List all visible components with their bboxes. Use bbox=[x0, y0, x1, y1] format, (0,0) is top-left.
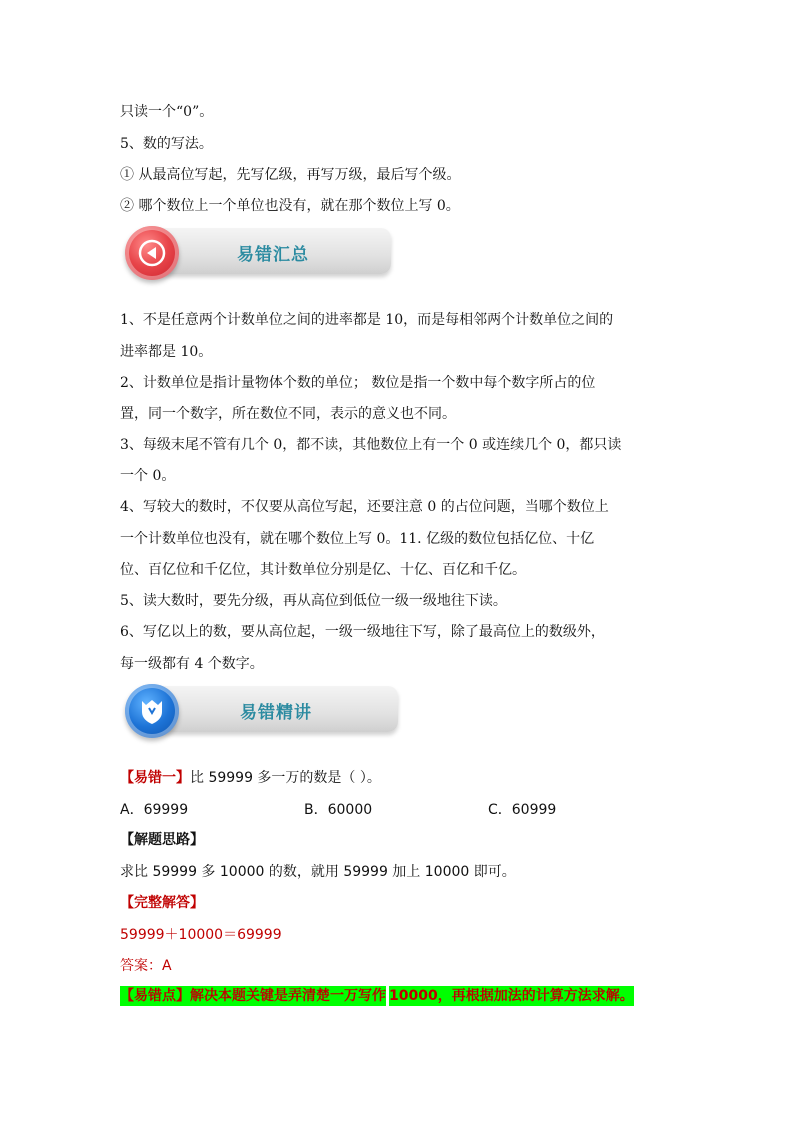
banner-title: 易错汇总 bbox=[237, 245, 309, 265]
text-line: 位、百亿位和千亿位，其计数单位分别是亿、十亿、百亿和千亿。 bbox=[120, 562, 526, 578]
question-line bbox=[120, 768, 381, 788]
option-b: B．60000 bbox=[304, 802, 373, 818]
text-line: 3、每级末尾不管有几个 0，都不读，其他数位上有一个 0 或连续几个 0，都只读 bbox=[120, 437, 622, 453]
text-line: 1、不是任意两个计数单位之间的进率都是 10，而是每相邻两个计数单位之间的 bbox=[120, 312, 614, 328]
question-text: 比 59999 多一万的数是（ ）。 bbox=[190, 770, 381, 786]
text-line: ① 从最高位写起，先写亿级，再写万级，最后写个级。 bbox=[120, 167, 461, 183]
text-line: 5、读大数时，要先分级，再从高位到低位一级一级地往下读。 bbox=[120, 593, 507, 609]
tip-part1: 【易错点】解决本题关键是弄清楚一万写作 bbox=[120, 988, 386, 1004]
section-banner-summary bbox=[125, 226, 395, 288]
text-line: ② 哪个数位上一个单位也没有，就在那个数位上写 0。 bbox=[120, 198, 460, 214]
text-line: 进率都是 10。 bbox=[120, 344, 213, 360]
section-banner-explain bbox=[125, 684, 405, 746]
text-line: 置，同一个数字，所在数位不同，表示的意义也不同。 bbox=[120, 406, 456, 422]
answer: 答案：A bbox=[120, 958, 172, 974]
question-tag: 【易错一】 bbox=[120, 770, 190, 786]
answer-label: 【完整解答】 bbox=[120, 895, 204, 911]
text-line: 每一级都有 4 个数字。 bbox=[120, 656, 264, 672]
option-c: C．60999 bbox=[488, 802, 557, 818]
text-line: 5、数的写法。 bbox=[120, 136, 213, 152]
text-line: 6、写亿以上的数，要从高位起，一级一级地往下写，除了最高位上的数级外， bbox=[120, 624, 605, 640]
idea-label: 【解题思路】 bbox=[120, 832, 204, 848]
shield-icon bbox=[125, 684, 179, 738]
equation: 59999＋10000＝69999 bbox=[120, 927, 282, 943]
text-line: 2、计数单位是指计量物体个数的单位； 数位是指一个数中每个数字所占的位 bbox=[120, 375, 596, 391]
back-arrow-icon bbox=[125, 226, 179, 280]
text-line: 只读一个“0”。 bbox=[120, 104, 214, 120]
text-line: 一个计数单位也没有，就在哪个数位上写 0。11. 亿级的数位包括亿位、十亿 bbox=[120, 531, 595, 547]
banner-title: 易错精讲 bbox=[240, 703, 312, 723]
tip-part2: 10000，再根据加法的计算方法求解。 bbox=[389, 988, 634, 1004]
option-a: A．69999 bbox=[120, 802, 189, 818]
tip-highlight bbox=[120, 986, 634, 1006]
idea-text: 求比 59999 多 10000 的数，就用 59999 加上 10000 即可。 bbox=[120, 864, 516, 880]
text-line: 4、写较大的数时，不仅要从高位写起，还要注意 0 的占位问题，当哪个数位上 bbox=[120, 499, 609, 515]
text-line: 一个 0。 bbox=[120, 468, 176, 484]
